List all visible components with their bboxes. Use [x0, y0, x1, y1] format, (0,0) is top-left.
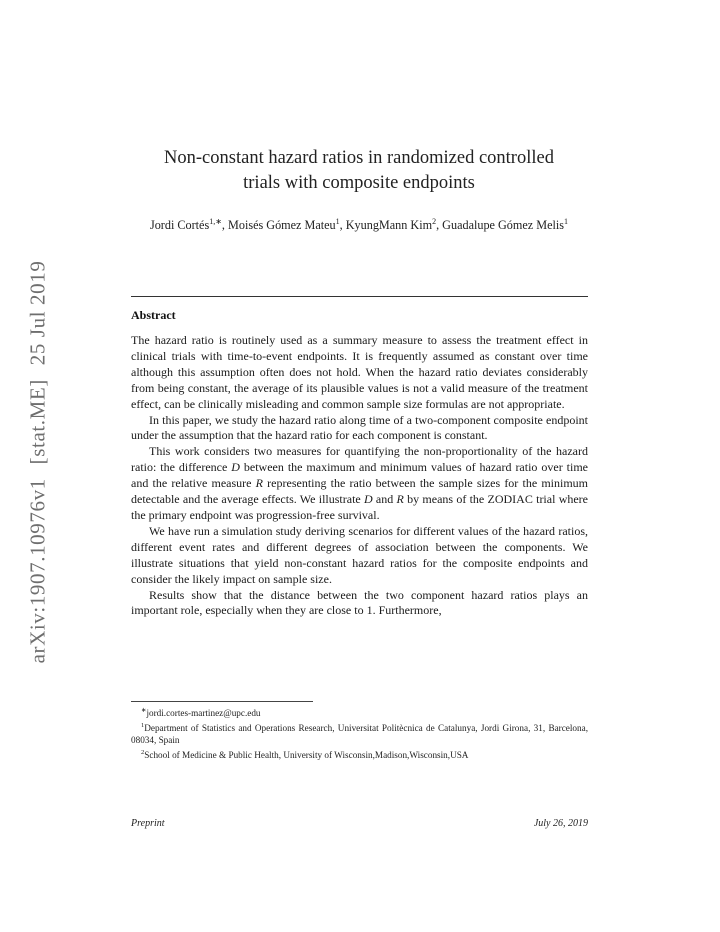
author-name: Guadalupe Gómez Melis — [442, 218, 565, 233]
author-separator: , — [436, 218, 443, 233]
abstract-paragraph: The hazard ratio is routinely used as a summary measure to assess the treatment effect in clinical trials with time-to-event endpoints. It is frequently assumed as constant over time although this assumption often does not hold. When the hazard ratio deviates considerably from being constant, the average of its plausible values is not a valid measure of the treatment effect, can be clinically misleading and common sample size formulas are not appropriate. — [131, 333, 588, 411]
footnote-mark: 2 — [141, 748, 145, 756]
math-symbol: R — [396, 492, 404, 507]
title-line-2: trials with composite endpoints — [243, 173, 475, 193]
abstract-heading: Abstract — [131, 308, 176, 322]
author-name: Jordi Cortés — [149, 218, 210, 233]
footnote-email — [131, 705, 588, 720]
abstract-text: This work considers two measures for quantifying the non-proportionality of the hazard ratio: the difference — [131, 444, 588, 475]
footer-preprint-label: Preprint — [131, 818, 165, 829]
abstract-body — [131, 333, 588, 619]
math-symbol: D — [364, 492, 373, 507]
math-symbol: R — [255, 476, 263, 491]
abstract-top-rule — [131, 296, 588, 297]
footnotes — [131, 705, 588, 762]
paper-title — [130, 146, 588, 196]
abstract-text: representing the ratio between the sample sizes for the minimum detectable and the average effects. We illustrate — [131, 476, 588, 507]
footnote-text: School of Medicine & Public Health, University of Wisconsin,Madison,Wisconsin,USA — [144, 749, 469, 760]
author-affiliation-mark: 1 — [564, 217, 569, 226]
arxiv-stamp — [26, 257, 51, 668]
math-symbol: D — [231, 460, 240, 475]
arxiv-date: 25 Jul 2019 — [25, 260, 50, 366]
title-line-1: Non-constant hazard ratios in randomized controlled — [164, 148, 554, 168]
abstract-text: by means of the ZODIAC trial where the primary endpoint was progression-free survival. — [131, 492, 589, 522]
author-name: KyungMann Kim — [345, 218, 433, 233]
abstract-text: and — [372, 492, 397, 507]
footnote-mark: 1 — [141, 721, 145, 729]
footnote-mark: ∗ — [141, 707, 147, 714]
abstract-paragraph: Results show that the distance between the two component hazard ratios plays an important role, especially when they are close to 1. Furthermore, — [131, 587, 588, 618]
footnote-text: Department of Statistics and Operations Research, Universitat Politècnica de Catalunya, Jordi Girona, 31, Barcelona, 08034, Spain — [131, 722, 588, 746]
abstract-paragraph: We have run a simulation study deriving scenarios for different values of the hazard ratios, different event rates and different degrees of association between the components. We illustrate situations that yield non-constant hazard ratios for the composite endpoints and consider the likely impact on sample size. — [131, 523, 588, 586]
abstract-text: between the maximum and minimum values of hazard ratio over time and the relative measure — [131, 460, 588, 491]
abstract-paragraph: In this paper, we study the hazard ratio along time of a two-component composite endpoint under the assumption that the hazard ratio for each component is constant. — [131, 412, 588, 443]
footnote-rule — [131, 701, 313, 702]
arxiv-category: [stat.ME] — [25, 379, 50, 465]
arxiv-id: arXiv:1907.10976v1 — [25, 478, 50, 664]
author-separator: , — [339, 218, 346, 233]
author-name: Moisés Gómez Mateu — [228, 218, 336, 233]
author-separator: , — [221, 218, 229, 233]
footer-date: July 26, 2019 — [533, 818, 588, 829]
author-affiliation-mark: 1 — [335, 217, 340, 226]
footnote-affiliation-2 — [131, 747, 588, 762]
abstract-paragraph — [131, 444, 588, 524]
author-affiliation-mark: 2 — [432, 217, 437, 226]
author-affiliation-mark: 1,∗ — [209, 217, 222, 226]
footnote-affiliation-1 — [131, 720, 588, 747]
footnote-text: jordi.cortes-martinez@upc.edu — [146, 708, 261, 719]
author-list — [130, 213, 588, 234]
